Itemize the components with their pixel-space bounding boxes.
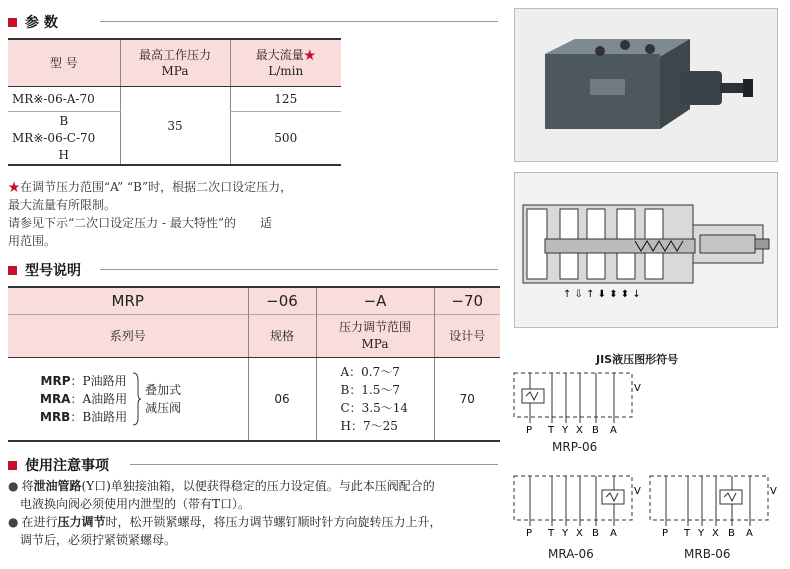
usage-notes: [8, 477, 442, 549]
series-code-mrp: MRP: [40, 374, 71, 388]
b2-pre: 在进行: [21, 515, 58, 529]
usage-bullet-2-line2: 调节后，必须拧紧锁紧螺母。: [20, 533, 177, 547]
series-type: [145, 381, 181, 417]
range-cell: [316, 358, 434, 442]
range-h: H：7～25: [340, 419, 398, 433]
series-block: [8, 372, 248, 426]
b2-post: 时，松开锁紧螺母，将压力调节螺钉顺时针方向旋转压力上升，: [105, 515, 442, 529]
port-p: P: [526, 528, 533, 538]
params-heading-text: 参 数: [25, 15, 58, 31]
usage-heading-rule: [130, 464, 498, 465]
label-series: 系列号: [8, 315, 248, 358]
series-code-mra: MRA: [40, 392, 71, 406]
port-t: T: [684, 528, 691, 538]
series-item: [40, 372, 127, 390]
b2-bold: 压力调节: [57, 515, 106, 529]
label-size: 规格: [248, 315, 316, 358]
port-a: A: [746, 528, 753, 538]
series-desc-mrb: ：B油路用: [70, 410, 128, 424]
port-x: X: [576, 425, 583, 435]
model-label-row: [8, 315, 500, 358]
params-row-1: [8, 87, 341, 112]
col-flow-label: 最大流量: [255, 48, 304, 62]
section-marker-icon: [8, 461, 17, 470]
series-code-mrb: MRB: [40, 410, 71, 424]
port-a: A: [610, 528, 617, 538]
series-cell: [8, 358, 248, 442]
label-range: [316, 315, 434, 358]
row1-flow: 125: [230, 87, 341, 112]
series-desc-mrp: ：P油路用: [70, 374, 127, 388]
label-design: 设计号: [434, 315, 500, 358]
code-design: −70: [434, 287, 500, 315]
flow-star-icon: ★: [303, 48, 316, 62]
code-range: −A: [316, 287, 434, 315]
port-y: Y: [562, 528, 569, 538]
model-heading-rule: [100, 269, 498, 270]
range-list: [317, 363, 434, 435]
usage-heading: [8, 455, 109, 475]
code-size: −06: [248, 287, 316, 315]
row2-model-b: B: [59, 113, 69, 128]
series-item: [40, 390, 127, 408]
col-pressure-label: 最高工作压力: [138, 48, 211, 62]
col-model: 型 号: [8, 39, 120, 87]
port-y: Y: [562, 425, 569, 435]
port-b: B: [592, 528, 599, 538]
note-line-4: 用范围。: [8, 234, 57, 248]
label-range-text: 压力调节范围: [338, 320, 411, 334]
svg-text:↑ ⇩ ↑ ⬇ ⬍ ⬍ ↓: ↑ ⇩ ↑ ⬇ ⬍ ⬍ ↓: [563, 289, 641, 300]
size-value: 06: [248, 358, 316, 442]
params-header-row: [8, 39, 341, 87]
usage-bullet-1-line2: 电液换向阀必须使用内泄型的（带有T口）。: [20, 497, 251, 511]
series-type-line2: 减压阀: [145, 401, 182, 415]
valve-section-diagram: [515, 173, 777, 327]
row2-model: [8, 112, 120, 166]
note-line-1: [8, 178, 292, 196]
col-flow-unit: L/min: [268, 64, 304, 78]
note-star-icon: ★: [8, 180, 21, 194]
brace-icon: [131, 372, 141, 426]
port-t: T: [548, 425, 555, 435]
series-type-line1: 叠加式: [145, 383, 182, 397]
port-b: B: [592, 425, 599, 435]
model-table: [8, 286, 500, 442]
usage-bullet-1: [8, 477, 442, 495]
jis-label-mrb: MRB-06: [684, 547, 731, 561]
model-heading: [8, 260, 81, 280]
jis-symbol-mra: [510, 468, 650, 538]
code-series: MRP: [8, 287, 248, 315]
b1-post: (Y口)单独接油箱，以便获得稳定的压力设定值。与此本压阀配合的: [81, 479, 435, 493]
jis-v-label: V: [634, 383, 641, 394]
range-a: A：0.7～7: [340, 365, 400, 379]
jis-title: JIS液压图形符号: [596, 353, 679, 366]
jis-symbol-mrb: [646, 468, 786, 538]
col-flow: [230, 39, 341, 87]
series-list: [40, 372, 127, 426]
port-x: X: [712, 528, 719, 538]
note-line-2: 最大流量有所限制。: [8, 198, 117, 212]
section-marker-icon: [8, 18, 17, 27]
row2-model-c: MR※-06-C-70: [12, 130, 96, 145]
note-line-3: 请参见下示“二次口设定压力 - 最大特性”的 适: [8, 216, 272, 230]
jis-v-label: V: [634, 486, 641, 497]
port-a: A: [610, 425, 617, 435]
range-c: C：3.5～14: [340, 401, 409, 415]
port-p: P: [526, 425, 533, 435]
jis-label-mra: MRA-06: [548, 547, 594, 561]
col-pressure-unit: MPa: [161, 64, 189, 78]
usage-heading-text: 使用注意事项: [25, 458, 109, 474]
port-b: B: [728, 528, 735, 538]
series-item: [40, 408, 127, 426]
note-line-1-text: 在调节压力范围“A” “B”时，根据二次口设定压力，: [20, 180, 293, 194]
section-drawing: [514, 172, 778, 328]
jis-symbol-mrp: [510, 365, 650, 435]
valve-photo-image: [515, 9, 777, 161]
label-range-unit: MPa: [361, 337, 389, 351]
bullet-icon: ●: [8, 515, 19, 529]
b1-pre: 将: [21, 479, 34, 493]
design-value: 70: [434, 358, 500, 442]
row1-model: MR※-06-A-70: [8, 87, 120, 112]
product-photo: [514, 8, 778, 162]
jis-v-label: V: [770, 486, 777, 497]
row2-flow: 500: [230, 112, 341, 166]
range-b: B：1.5～7: [340, 383, 401, 397]
model-value-row: [8, 358, 500, 442]
port-p: P: [662, 528, 669, 538]
bullet-icon: ●: [8, 479, 19, 493]
row2-model-h: H: [58, 147, 69, 162]
flow-note: [8, 178, 292, 250]
model-heading-text: 型号说明: [25, 263, 81, 279]
port-y: Y: [698, 528, 705, 538]
jis-label-mrp: MRP-06: [552, 440, 598, 454]
model-code-row: [8, 287, 500, 315]
port-t: T: [548, 528, 555, 538]
col-flow-label-wrap: [231, 47, 342, 63]
params-heading: [8, 12, 58, 32]
port-x: X: [576, 528, 583, 538]
col-pressure: [120, 39, 230, 87]
b1-bold: 泄油管路: [33, 479, 82, 493]
params-table: [8, 38, 341, 166]
series-desc-mra: ：A油路用: [70, 392, 128, 406]
params-heading-rule: [100, 21, 498, 22]
section-marker-icon: [8, 266, 17, 275]
usage-bullet-2: [8, 513, 442, 531]
pressure-value: 35: [120, 87, 230, 166]
